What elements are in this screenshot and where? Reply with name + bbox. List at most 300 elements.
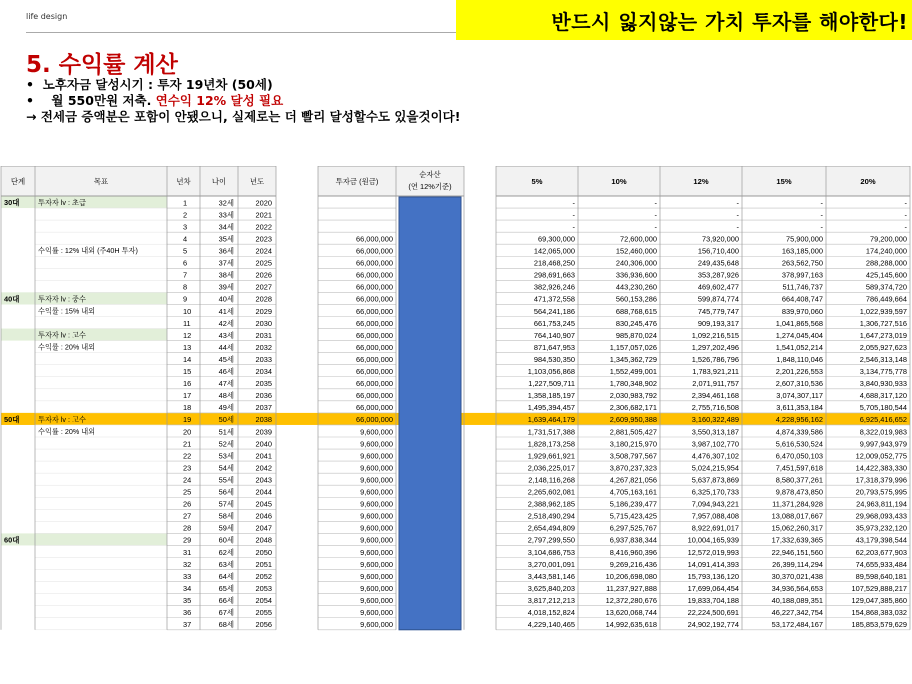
cell-year-no: 15 xyxy=(183,367,192,376)
cell-age: 66세 xyxy=(218,595,234,605)
cell-return-5: 471,372,558 xyxy=(533,294,575,304)
cell-return-15: 2,607,310,536 xyxy=(775,379,823,389)
cell-year: 2040 xyxy=(255,439,272,449)
cell-return-20: 35,973,232,120 xyxy=(855,523,907,533)
cell-return-5: 661,753,245 xyxy=(533,318,575,328)
cell-return-10: 4,267,821,056 xyxy=(609,475,657,485)
cell-return-10: 6,937,838,344 xyxy=(609,535,657,545)
cell-age: 35세 xyxy=(218,234,234,244)
cell-year-no: 31 xyxy=(183,547,192,557)
cell-principal: 66,000,000 xyxy=(356,246,393,256)
cell-return-20: 786,449,664 xyxy=(865,294,907,304)
cell-principal: 66,000,000 xyxy=(356,318,393,328)
cell-age: 50세 xyxy=(218,415,234,425)
cell-return-10: 72,600,000 xyxy=(620,234,657,244)
cell-year-no: 6 xyxy=(183,258,188,268)
cell-return-15: - xyxy=(820,210,823,220)
cell-return-12: 19,833,704,188 xyxy=(687,595,739,605)
goal-label: 투자자 lv : 중수 xyxy=(38,294,86,304)
cell-return-15: 30,370,021,438 xyxy=(771,571,823,581)
stage-label: 50대 xyxy=(4,414,20,424)
cell-principal: 9,600,000 xyxy=(360,451,393,461)
bullet-text: 노후자금 달성시기 : 투자 19년차 (50세) xyxy=(42,77,273,92)
cell-year: 2033 xyxy=(255,354,272,364)
cell-year: 2026 xyxy=(255,270,272,280)
cell-principal: 66,000,000 xyxy=(356,367,393,376)
cell-return-20: 3,134,775,778 xyxy=(859,367,907,376)
cell-year: 2022 xyxy=(255,222,272,232)
cell-return-10: 10,206,698,080 xyxy=(605,571,657,581)
cell-year: 2024 xyxy=(255,246,272,256)
cell-return-12: 7,957,088,408 xyxy=(691,511,739,521)
cell-year-no: 36 xyxy=(183,608,192,617)
cell-principal: 9,600,000 xyxy=(360,475,393,485)
cell-return-10: 4,705,163,161 xyxy=(609,487,657,497)
cell-year-no: 13 xyxy=(183,342,192,352)
header-rate: 12% xyxy=(693,177,709,186)
cell-return-5: 3,625,840,203 xyxy=(527,583,575,593)
cell-return-20: 8,322,019,983 xyxy=(859,427,907,437)
cell-return-5: 382,926,246 xyxy=(533,282,575,292)
cell-year-no: 12 xyxy=(183,330,192,340)
cell-age: 38세 xyxy=(218,270,234,280)
cell-year-no: 10 xyxy=(183,306,192,316)
cell-return-5: 3,270,001,091 xyxy=(527,559,575,569)
cell-return-5: - xyxy=(572,210,575,220)
cell-return-12: 7,094,943,221 xyxy=(691,499,739,509)
cell-year-no: 4 xyxy=(183,234,188,244)
cell-return-5: 3,104,686,753 xyxy=(527,547,575,557)
header-rate: 10% xyxy=(611,177,627,186)
cell-return-20: 107,529,888,217 xyxy=(851,583,907,593)
cell-return-15: 13,088,017,667 xyxy=(771,511,823,521)
header-rate: 20% xyxy=(860,177,876,186)
cell-return-15: - xyxy=(820,222,823,232)
cell-principal: 9,600,000 xyxy=(360,427,393,437)
cell-year: 2047 xyxy=(255,523,272,533)
cell-return-15: 5,616,530,524 xyxy=(775,439,823,449)
cell-return-15: 22,946,151,560 xyxy=(771,547,823,557)
cell-age: 52세 xyxy=(218,439,234,449)
cell-age: 44세 xyxy=(218,342,234,352)
goal-label: 수익률 : 15% 내외 xyxy=(38,306,96,316)
header-net-asset: 순자산 xyxy=(419,170,441,179)
cell-year-no: 19 xyxy=(183,415,192,425)
cell-age: 56세 xyxy=(218,487,234,497)
cell-return-10: 1,345,362,729 xyxy=(609,354,657,364)
cell-return-5: 1,731,517,388 xyxy=(527,427,575,437)
cell-return-10: - xyxy=(654,210,657,220)
cell-principal: 9,600,000 xyxy=(360,535,393,545)
cell-return-10: 560,153,286 xyxy=(615,294,657,304)
cell-return-5: 69,300,000 xyxy=(538,234,575,244)
cell-age: 55세 xyxy=(218,475,234,485)
cell-return-20: 12,009,052,775 xyxy=(855,451,907,461)
cell-principal: 9,600,000 xyxy=(360,583,393,593)
header-year: 년도 xyxy=(249,177,265,186)
cell-principal: 66,000,000 xyxy=(356,379,393,389)
cell-return-12: 3,987,102,770 xyxy=(691,439,739,449)
cell-age: 41세 xyxy=(218,306,234,316)
cell-return-5: 2,388,962,185 xyxy=(527,499,575,509)
cell-return-15: 17,332,639,365 xyxy=(771,535,823,545)
cell-return-12: 1,783,921,211 xyxy=(692,367,739,376)
cell-principal: 9,600,000 xyxy=(360,487,393,497)
cell-return-20: 129,047,385,860 xyxy=(851,595,907,605)
cell-return-15: 839,970,060 xyxy=(781,306,823,316)
cell-return-10: 6,297,525,767 xyxy=(609,523,657,533)
cell-return-20: 2,055,927,623 xyxy=(859,342,907,352)
cell-return-10: 5,715,423,425 xyxy=(609,511,657,521)
cell-return-15: 163,185,000 xyxy=(781,246,823,256)
stage-label: 30대 xyxy=(4,198,20,207)
cell-year-no: 26 xyxy=(183,499,192,509)
cell-return-12: 24,902,192,774 xyxy=(687,620,739,630)
cell-return-5: 1,929,661,921 xyxy=(527,451,575,461)
cell-return-20: 185,853,579,629 xyxy=(851,620,907,630)
cell-return-5: 142,065,000 xyxy=(533,246,575,256)
cell-return-5: 218,468,250 xyxy=(533,258,575,268)
cell-return-20: 2,546,313,148 xyxy=(859,354,907,364)
cell-year-no: 27 xyxy=(183,511,192,521)
cell-return-20: 17,318,379,996 xyxy=(855,475,907,485)
cell-return-20: 9,997,943,979 xyxy=(859,439,907,449)
cell-age: 65세 xyxy=(218,583,234,593)
cell-principal: 66,000,000 xyxy=(356,234,393,244)
cell-age: 57세 xyxy=(218,499,234,509)
cell-principal: 66,000,000 xyxy=(356,415,393,425)
cell-year: 2053 xyxy=(255,583,272,593)
cell-return-10: 9,269,216,436 xyxy=(609,559,657,569)
cell-return-5: 1,227,509,711 xyxy=(528,379,575,389)
cell-return-5: 984,530,350 xyxy=(533,354,575,364)
cell-age: 46세 xyxy=(218,367,234,376)
cell-return-5: 2,654,494,809 xyxy=(527,523,575,533)
cell-return-15: 8,580,377,261 xyxy=(775,475,823,485)
cell-year-no: 8 xyxy=(183,282,188,292)
cell-age: 36세 xyxy=(218,246,234,256)
cell-return-10: 8,416,960,396 xyxy=(609,547,657,557)
cell-age: 51세 xyxy=(218,427,234,437)
cell-year: 2037 xyxy=(255,403,272,413)
cell-year-no: 9 xyxy=(183,294,188,304)
cell-return-15: 1,041,865,568 xyxy=(775,318,823,328)
cell-return-20: 1,022,939,597 xyxy=(859,306,907,316)
cell-return-10: 443,230,260 xyxy=(615,282,657,292)
cell-return-10: 2,609,950,388 xyxy=(609,415,657,425)
cell-year: 2036 xyxy=(255,391,272,401)
cell-return-15: 1,848,110,046 xyxy=(776,354,823,364)
cell-return-20: 154,868,383,032 xyxy=(851,608,907,617)
header-age: 나이 xyxy=(211,177,227,186)
header-net-asset-basis: (연 12%기준) xyxy=(408,182,452,191)
cell-return-5: 1,495,394,457 xyxy=(527,403,575,413)
table-grid xyxy=(0,166,912,670)
cell-return-12: 14,091,414,393 xyxy=(687,559,739,569)
header-principal: 투자금 (원금) xyxy=(335,177,379,186)
cell-year: 2021 xyxy=(255,210,272,220)
cell-year-no: 25 xyxy=(183,487,192,497)
cell-year: 2023 xyxy=(255,234,272,244)
cell-return-10: 2,881,505,427 xyxy=(609,427,657,437)
cell-age: 63세 xyxy=(218,559,234,569)
cell-return-10: 1,780,348,902 xyxy=(609,379,657,389)
cell-age: 39세 xyxy=(218,282,234,292)
cell-year: 2045 xyxy=(255,499,272,509)
cell-age: 58세 xyxy=(218,511,234,521)
cell-return-5: 1,639,464,179 xyxy=(527,415,575,425)
cell-principal: 66,000,000 xyxy=(356,270,393,280)
cell-return-5: 564,241,186 xyxy=(533,306,575,316)
cell-return-12: 10,004,165,939 xyxy=(687,535,739,545)
cell-return-15: 15,062,260,317 xyxy=(771,523,823,533)
cell-return-5: 3,817,212,213 xyxy=(527,595,575,605)
cell-return-10: - xyxy=(654,198,657,208)
cell-return-20: 1,647,273,019 xyxy=(859,330,907,340)
cell-year: 2031 xyxy=(255,330,272,340)
cell-return-20: 6,925,416,652 xyxy=(859,415,907,425)
cell-year-no: 14 xyxy=(183,354,192,364)
cell-return-5: - xyxy=(572,222,575,232)
cell-principal: 9,600,000 xyxy=(360,439,393,449)
cell-year: 2030 xyxy=(255,318,272,328)
cell-age: 60세 xyxy=(218,535,234,545)
goal-label: 수익률 : 12% 내외 (주40H 투자) xyxy=(38,246,138,256)
stage-label: 60대 xyxy=(4,535,20,545)
cell-year-no: 35 xyxy=(183,595,192,605)
cell-return-12: 4,476,307,102 xyxy=(691,451,739,461)
cell-return-20: 43,179,398,544 xyxy=(855,535,907,545)
cell-return-20: 3,840,930,933 xyxy=(859,379,907,389)
header-goal: 목표 xyxy=(93,177,109,186)
cell-year: 2052 xyxy=(255,571,272,581)
cell-return-5: 2,265,602,081 xyxy=(527,487,575,497)
cell-year-no: 29 xyxy=(183,535,192,545)
cell-age: 67세 xyxy=(218,608,234,617)
cell-return-15: 664,408,747 xyxy=(781,294,823,304)
cell-return-12: - xyxy=(736,198,739,208)
goal-label: 투자자 lv : 초급 xyxy=(38,198,86,207)
cell-return-15: 7,451,597,618 xyxy=(775,463,823,473)
cell-year: 2029 xyxy=(255,306,272,316)
cell-return-15: 6,470,050,103 xyxy=(775,451,823,461)
cell-year: 2032 xyxy=(255,342,272,352)
goal-label: 수익률 : 20% 내외 xyxy=(38,426,96,436)
cell-return-5: 298,691,663 xyxy=(533,270,575,280)
cell-year: 2039 xyxy=(255,427,272,437)
cell-principal: 66,000,000 xyxy=(356,403,393,413)
cell-age: 59세 xyxy=(218,523,234,533)
cell-principal: 9,600,000 xyxy=(360,511,393,521)
stage-label: 40대 xyxy=(4,294,20,304)
cell-return-15: 378,997,163 xyxy=(781,270,823,280)
header-stage: 단계 xyxy=(10,177,26,186)
cell-return-20: 174,240,000 xyxy=(865,246,907,256)
cell-return-10: 240,306,000 xyxy=(615,258,657,268)
cell-return-20: - xyxy=(904,210,907,220)
cell-return-12: 353,287,926 xyxy=(697,270,739,280)
cell-return-15: 53,172,484,167 xyxy=(771,620,823,630)
cell-return-15: 4,228,956,162 xyxy=(775,415,823,425)
cell-age: 68세 xyxy=(218,620,234,630)
cell-return-20: 589,374,720 xyxy=(865,282,907,292)
cell-year: 2027 xyxy=(255,282,272,292)
cell-principal: 66,000,000 xyxy=(356,330,393,340)
cell-return-12: 17,699,064,454 xyxy=(687,583,739,593)
bullet-highlight-text: 연수익 12% 달성 필요 xyxy=(155,93,284,108)
cell-year: 2055 xyxy=(255,608,272,617)
cell-year: 2038 xyxy=(255,415,272,425)
cell-return-5: 1,828,173,258 xyxy=(527,439,575,449)
cell-return-20: 89,598,640,181 xyxy=(855,571,907,581)
cell-principal: 9,600,000 xyxy=(360,559,393,569)
cell-year-no: 24 xyxy=(183,475,192,485)
cell-principal: 9,600,000 xyxy=(360,608,393,617)
cell-return-20: 20,793,575,995 xyxy=(855,487,907,497)
cell-return-12: 249,435,648 xyxy=(697,258,739,268)
cell-year: 2042 xyxy=(255,463,272,473)
cell-return-5: 4,018,152,824 xyxy=(527,608,575,617)
header-year-no: 년차 xyxy=(176,177,191,186)
cell-return-20: 79,200,000 xyxy=(870,234,907,244)
cell-year-no: 34 xyxy=(183,583,192,593)
cell-age: 37세 xyxy=(218,258,234,268)
cell-return-12: 12,572,019,993 xyxy=(687,547,739,557)
cell-year-no: 18 xyxy=(183,403,192,413)
cell-return-5: 764,140,907 xyxy=(533,330,575,340)
cell-year: 2044 xyxy=(255,487,272,497)
cell-year: 2054 xyxy=(255,595,272,605)
goal-label: 투자자 lv : 고수 xyxy=(38,330,86,340)
cell-principal: 66,000,000 xyxy=(356,391,393,401)
cell-return-10: 11,237,927,888 xyxy=(606,583,657,593)
slogan-text: 반드시 잃지않는 가치 투자를 해야한다! xyxy=(551,9,908,34)
cell-year: 2028 xyxy=(255,294,272,304)
cell-principal: 66,000,000 xyxy=(356,306,393,316)
cell-return-12: 745,779,747 xyxy=(697,306,739,316)
cell-return-20: 1,306,727,516 xyxy=(859,318,907,328)
cell-year: 2046 xyxy=(255,511,272,521)
cell-return-5: 2,036,225,017 xyxy=(527,463,575,473)
cell-return-10: 336,936,600 xyxy=(615,270,657,280)
cell-return-10: 2,030,983,792 xyxy=(609,391,657,401)
bullet-list xyxy=(26,77,460,125)
cell-year-no: 2 xyxy=(183,210,188,220)
cell-age: 62세 xyxy=(218,547,234,557)
cell-principal: 66,000,000 xyxy=(356,342,393,352)
cell-year-no: 28 xyxy=(183,523,192,533)
cell-return-10: 985,870,024 xyxy=(615,330,657,340)
cell-return-15: 3,074,307,117 xyxy=(776,391,823,401)
cell-return-12: - xyxy=(736,222,739,232)
cell-principal: 66,000,000 xyxy=(356,258,393,268)
cell-return-12: 1,297,202,496 xyxy=(691,342,739,352)
cell-return-10: 3,870,237,323 xyxy=(609,463,657,473)
cell-return-12: 909,193,317 xyxy=(697,318,739,328)
cell-age: 33세 xyxy=(218,210,234,220)
cell-return-15: 26,399,114,294 xyxy=(772,559,823,569)
cell-year-no: 37 xyxy=(183,620,192,630)
cell-return-20: 24,963,811,194 xyxy=(856,499,907,509)
cell-return-12: 5,024,215,954 xyxy=(691,463,739,473)
cell-return-20: 62,203,677,903 xyxy=(855,547,907,557)
cell-return-15: 75,900,000 xyxy=(786,234,823,244)
cell-return-5: 871,647,953 xyxy=(533,342,575,352)
cell-year-no: 20 xyxy=(183,427,192,437)
cell-year: 2050 xyxy=(255,547,272,557)
cell-age: 49세 xyxy=(218,403,234,413)
arrow-marker: → xyxy=(26,109,37,124)
cell-return-12: 2,071,911,757 xyxy=(692,379,739,389)
cell-return-12: 1,092,216,515 xyxy=(691,330,739,340)
cell-year: 2048 xyxy=(255,535,272,545)
cell-year-no: 16 xyxy=(183,379,192,389)
cell-year: 2041 xyxy=(255,451,272,461)
cell-return-10: 830,245,476 xyxy=(615,318,657,328)
cell-year: 2056 xyxy=(255,620,272,630)
cell-principal: 9,600,000 xyxy=(360,547,393,557)
cell-return-12: 15,793,136,120 xyxy=(687,571,739,581)
cell-year: 2035 xyxy=(255,379,272,389)
cell-year-no: 7 xyxy=(183,270,188,280)
cell-return-5: 3,443,581,146 xyxy=(527,571,575,581)
cell-age: 48세 xyxy=(218,391,234,401)
cell-return-20: 4,688,317,120 xyxy=(859,391,907,401)
cell-return-15: 11,371,284,928 xyxy=(772,499,823,509)
cell-return-10: 152,460,000 xyxy=(615,246,657,256)
cell-age: 32세 xyxy=(218,198,234,208)
cell-return-15: 3,611,353,184 xyxy=(776,403,823,413)
cell-principal: 9,600,000 xyxy=(360,463,393,473)
header-rate: 15% xyxy=(776,177,792,186)
cell-return-12: 3,160,322,489 xyxy=(691,415,739,425)
cell-return-5: 1,103,056,868 xyxy=(527,367,575,376)
cell-return-10: - xyxy=(654,222,657,232)
cell-return-12: 599,874,774 xyxy=(697,294,739,304)
cell-return-10: 1,552,499,001 xyxy=(609,367,657,376)
cell-return-12: 469,602,477 xyxy=(697,282,739,292)
cell-age: 34세 xyxy=(218,222,234,232)
cell-return-15: 9,878,473,850 xyxy=(775,487,823,497)
cell-return-15: - xyxy=(820,198,823,208)
cell-return-5: 2,518,490,294 xyxy=(527,511,575,521)
cell-principal: 66,000,000 xyxy=(356,282,393,292)
cell-return-12: 2,755,716,508 xyxy=(691,403,739,413)
cell-year-no: 17 xyxy=(183,391,192,401)
cell-principal: 9,600,000 xyxy=(360,499,393,509)
cell-return-10: 3,180,215,970 xyxy=(609,439,657,449)
cell-age: 54세 xyxy=(218,463,234,473)
cell-return-12: 8,922,691,017 xyxy=(691,523,739,533)
cell-return-20: 288,288,000 xyxy=(865,258,907,268)
cell-return-12: 156,710,400 xyxy=(697,246,739,256)
cell-year: 2025 xyxy=(255,258,272,268)
cell-return-15: 34,936,564,653 xyxy=(771,583,823,593)
goal-label: 투자자 lv : 고수 xyxy=(38,414,86,424)
cell-return-15: 1,274,045,404 xyxy=(775,330,823,340)
cell-return-10: 3,508,797,567 xyxy=(609,451,657,461)
cell-principal: 66,000,000 xyxy=(356,294,393,304)
cell-principal: 9,600,000 xyxy=(360,523,393,533)
cell-return-20: - xyxy=(904,222,907,232)
cell-age: 53세 xyxy=(218,451,234,461)
investment-return-table xyxy=(0,166,912,670)
cell-year-no: 22 xyxy=(183,451,192,461)
brand-label: life design xyxy=(26,12,68,21)
cell-principal: 66,000,000 xyxy=(356,354,393,364)
cell-return-15: 2,201,226,553 xyxy=(775,367,823,376)
cell-return-5: 2,797,299,550 xyxy=(527,535,575,545)
